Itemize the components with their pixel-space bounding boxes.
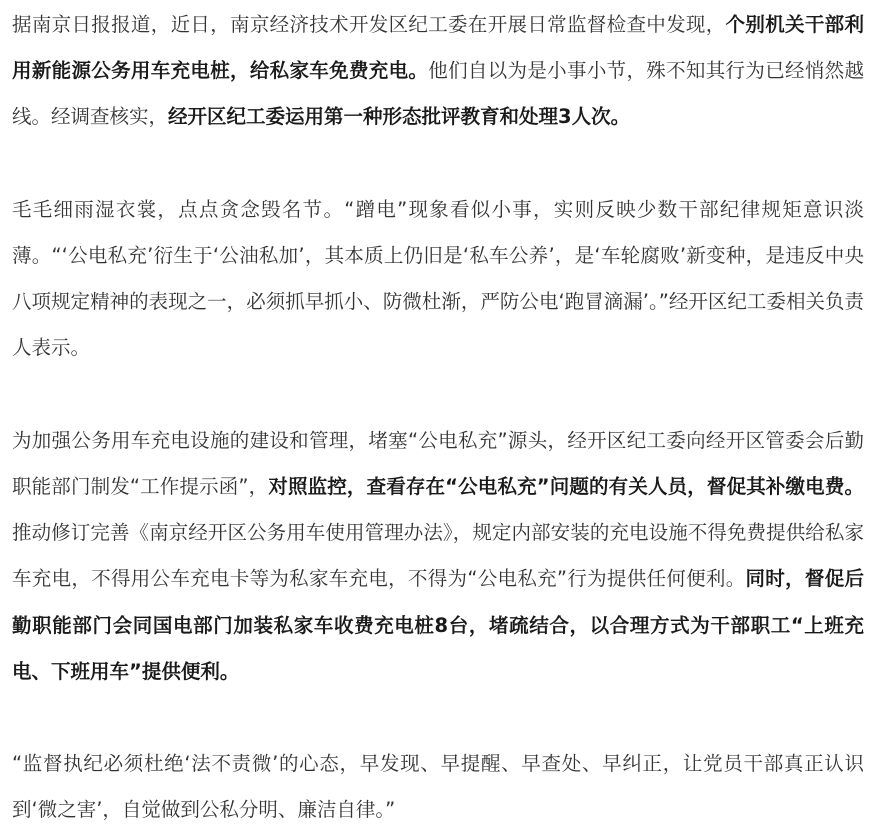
text-segment: 为加强公务用车充电设施的建设和管理，堵塞“公电私充”源头，经开区纪工委向经开区管委会后勤职能部门制发“工作提示函”， <box>12 428 864 498</box>
text-segment: “监督执纪必须杜绝‘法不责微’的心态，早发现、早提醒、早查处、早纠正，让党员干部真正认识到‘微之害’，自觉做到公私分明、廉洁自律。” <box>12 752 864 822</box>
paragraph-2 <box>12 187 864 372</box>
paragraph-3 <box>12 418 864 695</box>
text-segment: 他们自以为是小事小节，殊不知其行为已经悄然越线。经调查核实， <box>12 59 864 129</box>
text-segment: 据南京日报报道，近日，南京经济技术开发区纪工委在开展日常监督检查中发现， <box>12 13 726 36</box>
article-body <box>12 2 864 834</box>
text-segment: 毛毛细雨湿衣裳，点点贪念毁名节。“蹭电”现象看似小事，实则反映少数干部纪律规矩意识淡薄。“‘公电私充’衍生于‘公油私加’，其本质上仍旧是‘私车公养’，是‘车轮腐败’新变种，是违反中央八项规定精神的表现之一，必须抓早抓小、防微杜渐，严防公电‘跑冒滴漏’。”经开区纪工委相关负责人表示。 <box>12 197 864 360</box>
bold-text-segment: 经开区纪工委运用第一种形态批评教育和处理3人次。 <box>168 105 631 129</box>
bold-text-segment: 对照监控，查看存在“公电私充”问题的有关人员，督促其补缴电费。 <box>268 475 864 498</box>
text-segment: 推动修订完善《南京经开区公务用车使用管理办法》，规定内部安装的充电设施不得免费提供给私家车充电，不得用公车充电卡等为私家车充电，不得为“公电私充”行为提供任何便利。 <box>12 521 864 591</box>
bold-text-segment: 个别机关干部利用新能源公务用车充电桩，给私家车免费充电。 <box>12 13 864 83</box>
bold-text-segment: 同时，督促后勤职能部门会同国电部门加装私家车收费充电桩8台，堵疏结合，以合理方式为干部职工“上班充电、下班用车”提供便利。 <box>12 567 864 683</box>
paragraph-1 <box>12 2 864 141</box>
paragraph-4 <box>12 741 864 833</box>
